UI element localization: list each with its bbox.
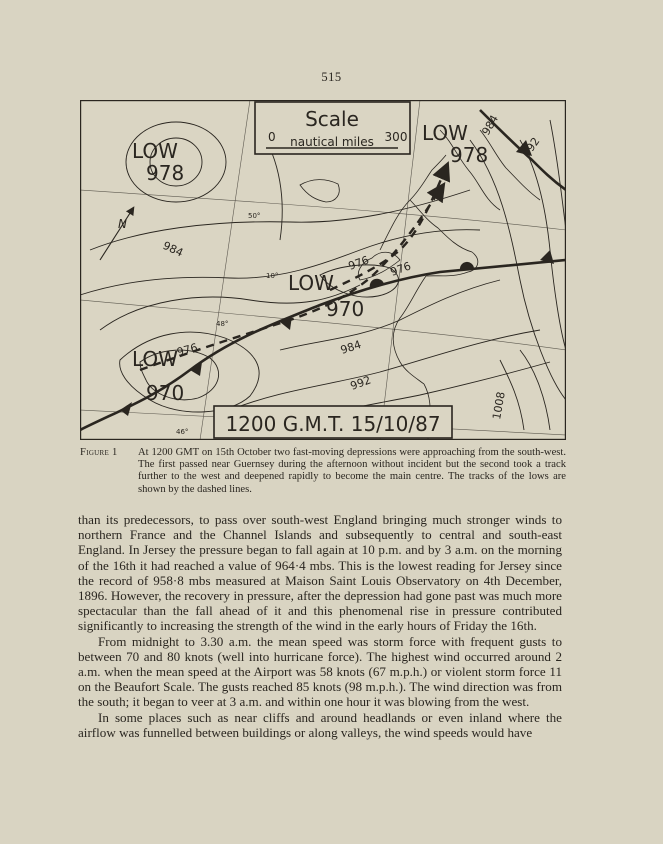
isobar-label: 984 xyxy=(338,338,363,357)
scale-zero: 0 xyxy=(268,130,276,144)
north-label: N xyxy=(118,217,127,231)
isobar-label: 992 xyxy=(348,373,373,393)
isobar-label: 1008 xyxy=(490,390,508,421)
caption-label: Figure 1 xyxy=(80,447,118,458)
isobar-label: 976 xyxy=(346,253,371,273)
page-number: 515 xyxy=(321,70,342,84)
isobar-label: 976 xyxy=(175,340,200,359)
isobar-label: 992 xyxy=(519,135,543,160)
paragraph: In some places such as near cliffs and around headlands or even inland where the airflow was funnelled between buildings or along valleys, the wind speeds would have xyxy=(78,709,562,740)
low-pressure-centre: 970 xyxy=(326,297,365,321)
body-text xyxy=(78,512,562,740)
isobar-label: 984 xyxy=(160,238,186,260)
isobar-label: 984 xyxy=(479,112,502,138)
low-label-sw: LOW xyxy=(132,347,178,371)
latitude-label: 50° xyxy=(248,212,261,220)
low-pressure-ne: 978 xyxy=(450,143,489,167)
longitude-label: 10° xyxy=(266,272,279,280)
low-pressure-nw: 978 xyxy=(146,161,185,185)
low-label-centre: LOW xyxy=(288,271,334,295)
scale-box xyxy=(255,102,410,154)
latitude-label: 46° xyxy=(176,428,189,436)
low-label-ne: LOW xyxy=(422,121,468,145)
latitude-label: 48° xyxy=(216,320,229,328)
low-label-nw: LOW xyxy=(132,139,178,163)
timestamp: 1200 G.M.T. 15/10/87 xyxy=(225,412,441,436)
paragraph: than its predecessors, to pass over south-west England bringing much stronger winds to northern France and the Channel Islands and subsequently to central and south-east England. In Jersey the pressure began to fall again at 10 p.m. and by 3 a.m. on the morning of the 16th it had reached a value of 964·4 mbs. This is the lowest reading for Jersey since the record of 958·8 mbs measured at Maison Saint Louis Observatory on 4th December, 1896. However, the recovery in pressure, after the depression had gone past was much more spectacular than the fall ahead of it and this phenomenal rise in pressure contributed significantly to increasing the strength of the wind in the early hours of Friday the 16th. xyxy=(78,512,562,634)
caption-text: At 1200 GMT on 15th October two fast-moving depressions were approaching from the south-west. The first passed near Guernsey during the afternoon without incident but the second took a track further to the west and deepened rapidly to become the main centre. The tracks of the lows are shown by the dashed lines. xyxy=(138,447,566,495)
scale-max: 300 xyxy=(384,130,408,144)
figure-caption xyxy=(80,447,566,496)
scale-units: nautical miles xyxy=(290,135,374,149)
timestamp-box xyxy=(214,406,452,438)
scale-title: Scale xyxy=(305,107,359,131)
weather-map-figure xyxy=(80,100,566,440)
isobar-label: 976 xyxy=(388,259,413,279)
paragraph: From midnight to 3.30 a.m. the mean speed was storm force with frequent gusts to between 70 and 80 knots (well into hurricane force). The highest wind occurred around 2 a.m. when the mean speed at the Airport was 58 knots (67 m.p.h.) or violent storm force 11 on the Beaufort Scale. The gusts reached 85 knots (98 m.p.h.). The wind direction was from the south; it began to veer at 3 a.m. and within one hour it was blowing from the west. xyxy=(78,633,562,710)
low-pressure-sw: 970 xyxy=(146,381,185,405)
synoptic-chart xyxy=(80,100,566,440)
